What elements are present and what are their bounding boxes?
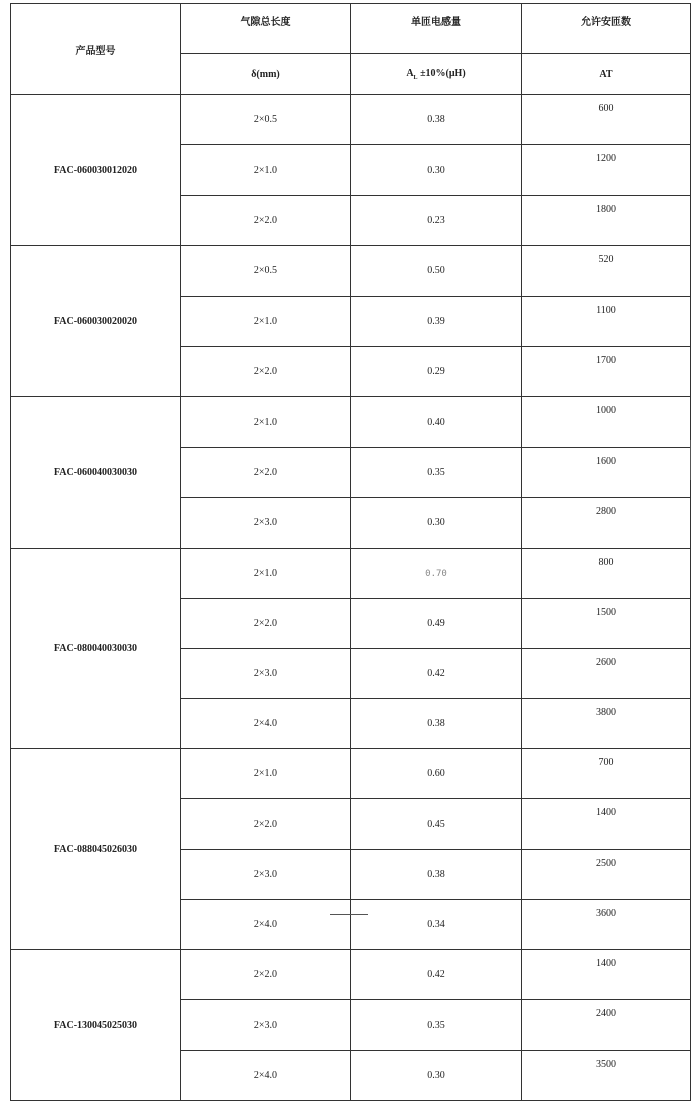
inductance-cell: 0.34: [351, 899, 522, 949]
ampere-turns-cell: 1800: [522, 195, 691, 245]
header-gap-unit: δ(mm): [181, 54, 351, 95]
gap-cell: 2×3.0: [181, 1000, 351, 1050]
ampere-turns-cell: 700: [522, 749, 691, 799]
table-row: [11, 397, 691, 447]
ampere-turns-cell: 3500: [522, 1050, 691, 1100]
gap-cell: 2×0.5: [181, 95, 351, 145]
ampere-turns-cell: 1400: [522, 950, 691, 1000]
gap-cell: 2×3.0: [181, 648, 351, 698]
inductance-cell: [351, 548, 522, 598]
inductance-cell: 0.30: [351, 1050, 522, 1100]
gap-cell: 2×2.0: [181, 346, 351, 396]
gap-cell: 2×0.5: [181, 246, 351, 296]
header-inductance-unit: $A_L \pm 10\%(\mu H)$: [351, 54, 522, 95]
inductance-cell: 0.40: [351, 397, 522, 447]
ampere-turns-cell: 1200: [522, 145, 691, 195]
table-row: [11, 950, 691, 1000]
gap-cell: 2×2.0: [181, 950, 351, 1000]
inductance-cell: 0.60: [351, 749, 522, 799]
inductance-cell: 0.49: [351, 598, 522, 648]
inductance-cell: 0.50: [351, 246, 522, 296]
gap-cell: 2×2.0: [181, 598, 351, 648]
gap-cell: 2×3.0: [181, 498, 351, 548]
table-row: [11, 548, 691, 598]
header-model: 产品型号: [11, 4, 181, 95]
ampere-turns-cell: 1700: [522, 346, 691, 396]
ampere-turns-cell: 1000: [522, 397, 691, 447]
gap-cell: 2×1.0: [181, 145, 351, 195]
inductance-cell: 0.45: [351, 799, 522, 849]
gap-cell: 2×2.0: [181, 195, 351, 245]
model-cell: FAC-130045025030: [11, 950, 181, 1101]
inductance-cell: 0.23: [351, 195, 522, 245]
bottom-rule: [330, 914, 368, 915]
ampere-turns-cell: 1500: [522, 598, 691, 648]
inductance-cell: 0.42: [351, 648, 522, 698]
inductance-cell: 0.30: [351, 498, 522, 548]
inductance-cell: 0.29: [351, 346, 522, 396]
inductance-cell: 0.38: [351, 849, 522, 899]
ampere-turns-cell: 520: [522, 246, 691, 296]
inductance-cell: 0.30: [351, 145, 522, 195]
ampere-turns-cell: 3800: [522, 699, 691, 749]
model-cell: FAC-060030012020: [11, 95, 181, 246]
ampere-turns-cell: 2500: [522, 849, 691, 899]
model-cell: FAC-060040030030: [11, 397, 181, 548]
gap-cell: 2×1.0: [181, 397, 351, 447]
inductance-value: 0.70: [425, 568, 447, 579]
ampere-turns-cell: 1600: [522, 447, 691, 497]
inductance-cell: 0.35: [351, 447, 522, 497]
inductance-cell: 0.35: [351, 1000, 522, 1050]
header-row: [11, 4, 691, 54]
gap-cell: 2×1.0: [181, 548, 351, 598]
inductance-cell: 0.38: [351, 95, 522, 145]
ampere-turns-cell: 1100: [522, 296, 691, 346]
ampere-turns-cell: 600: [522, 95, 691, 145]
table-row: [11, 95, 691, 145]
ampere-turns-cell: 3600: [522, 899, 691, 949]
inductance-cell: 0.42: [351, 950, 522, 1000]
gap-cell: 2×4.0: [181, 1050, 351, 1100]
table-row: [11, 246, 691, 296]
gap-cell: 2×2.0: [181, 799, 351, 849]
inductance-cell: 0.39: [351, 296, 522, 346]
table-row: [11, 749, 691, 799]
inductance-cell: 0.38: [351, 699, 522, 749]
ampere-turns-cell: 2800: [522, 498, 691, 548]
gap-cell: 2×2.0: [181, 447, 351, 497]
spec-table: [10, 3, 691, 1101]
header-ampere-turns: 允许安匝数: [522, 4, 691, 54]
model-cell: FAC-060030020020: [11, 246, 181, 397]
ampere-turns-cell: 2600: [522, 648, 691, 698]
header-gap: 气隙总长度: [181, 4, 351, 54]
model-cell: FAC-080040030030: [11, 548, 181, 749]
gap-cell: 2×1.0: [181, 296, 351, 346]
header-inductance: 单匝电感量: [351, 4, 522, 54]
model-cell: FAC-088045026030: [11, 749, 181, 950]
gap-cell: 2×4.0: [181, 699, 351, 749]
ampere-turns-cell: 1400: [522, 799, 691, 849]
gap-cell: 2×3.0: [181, 849, 351, 899]
ampere-turns-cell: 800: [522, 548, 691, 598]
gap-cell: 2×4.0: [181, 899, 351, 949]
ampere-turns-cell: 2400: [522, 1000, 691, 1050]
scroll-marker: [690, 440, 691, 480]
header-at-unit: AT: [522, 54, 691, 95]
gap-cell: 2×1.0: [181, 749, 351, 799]
